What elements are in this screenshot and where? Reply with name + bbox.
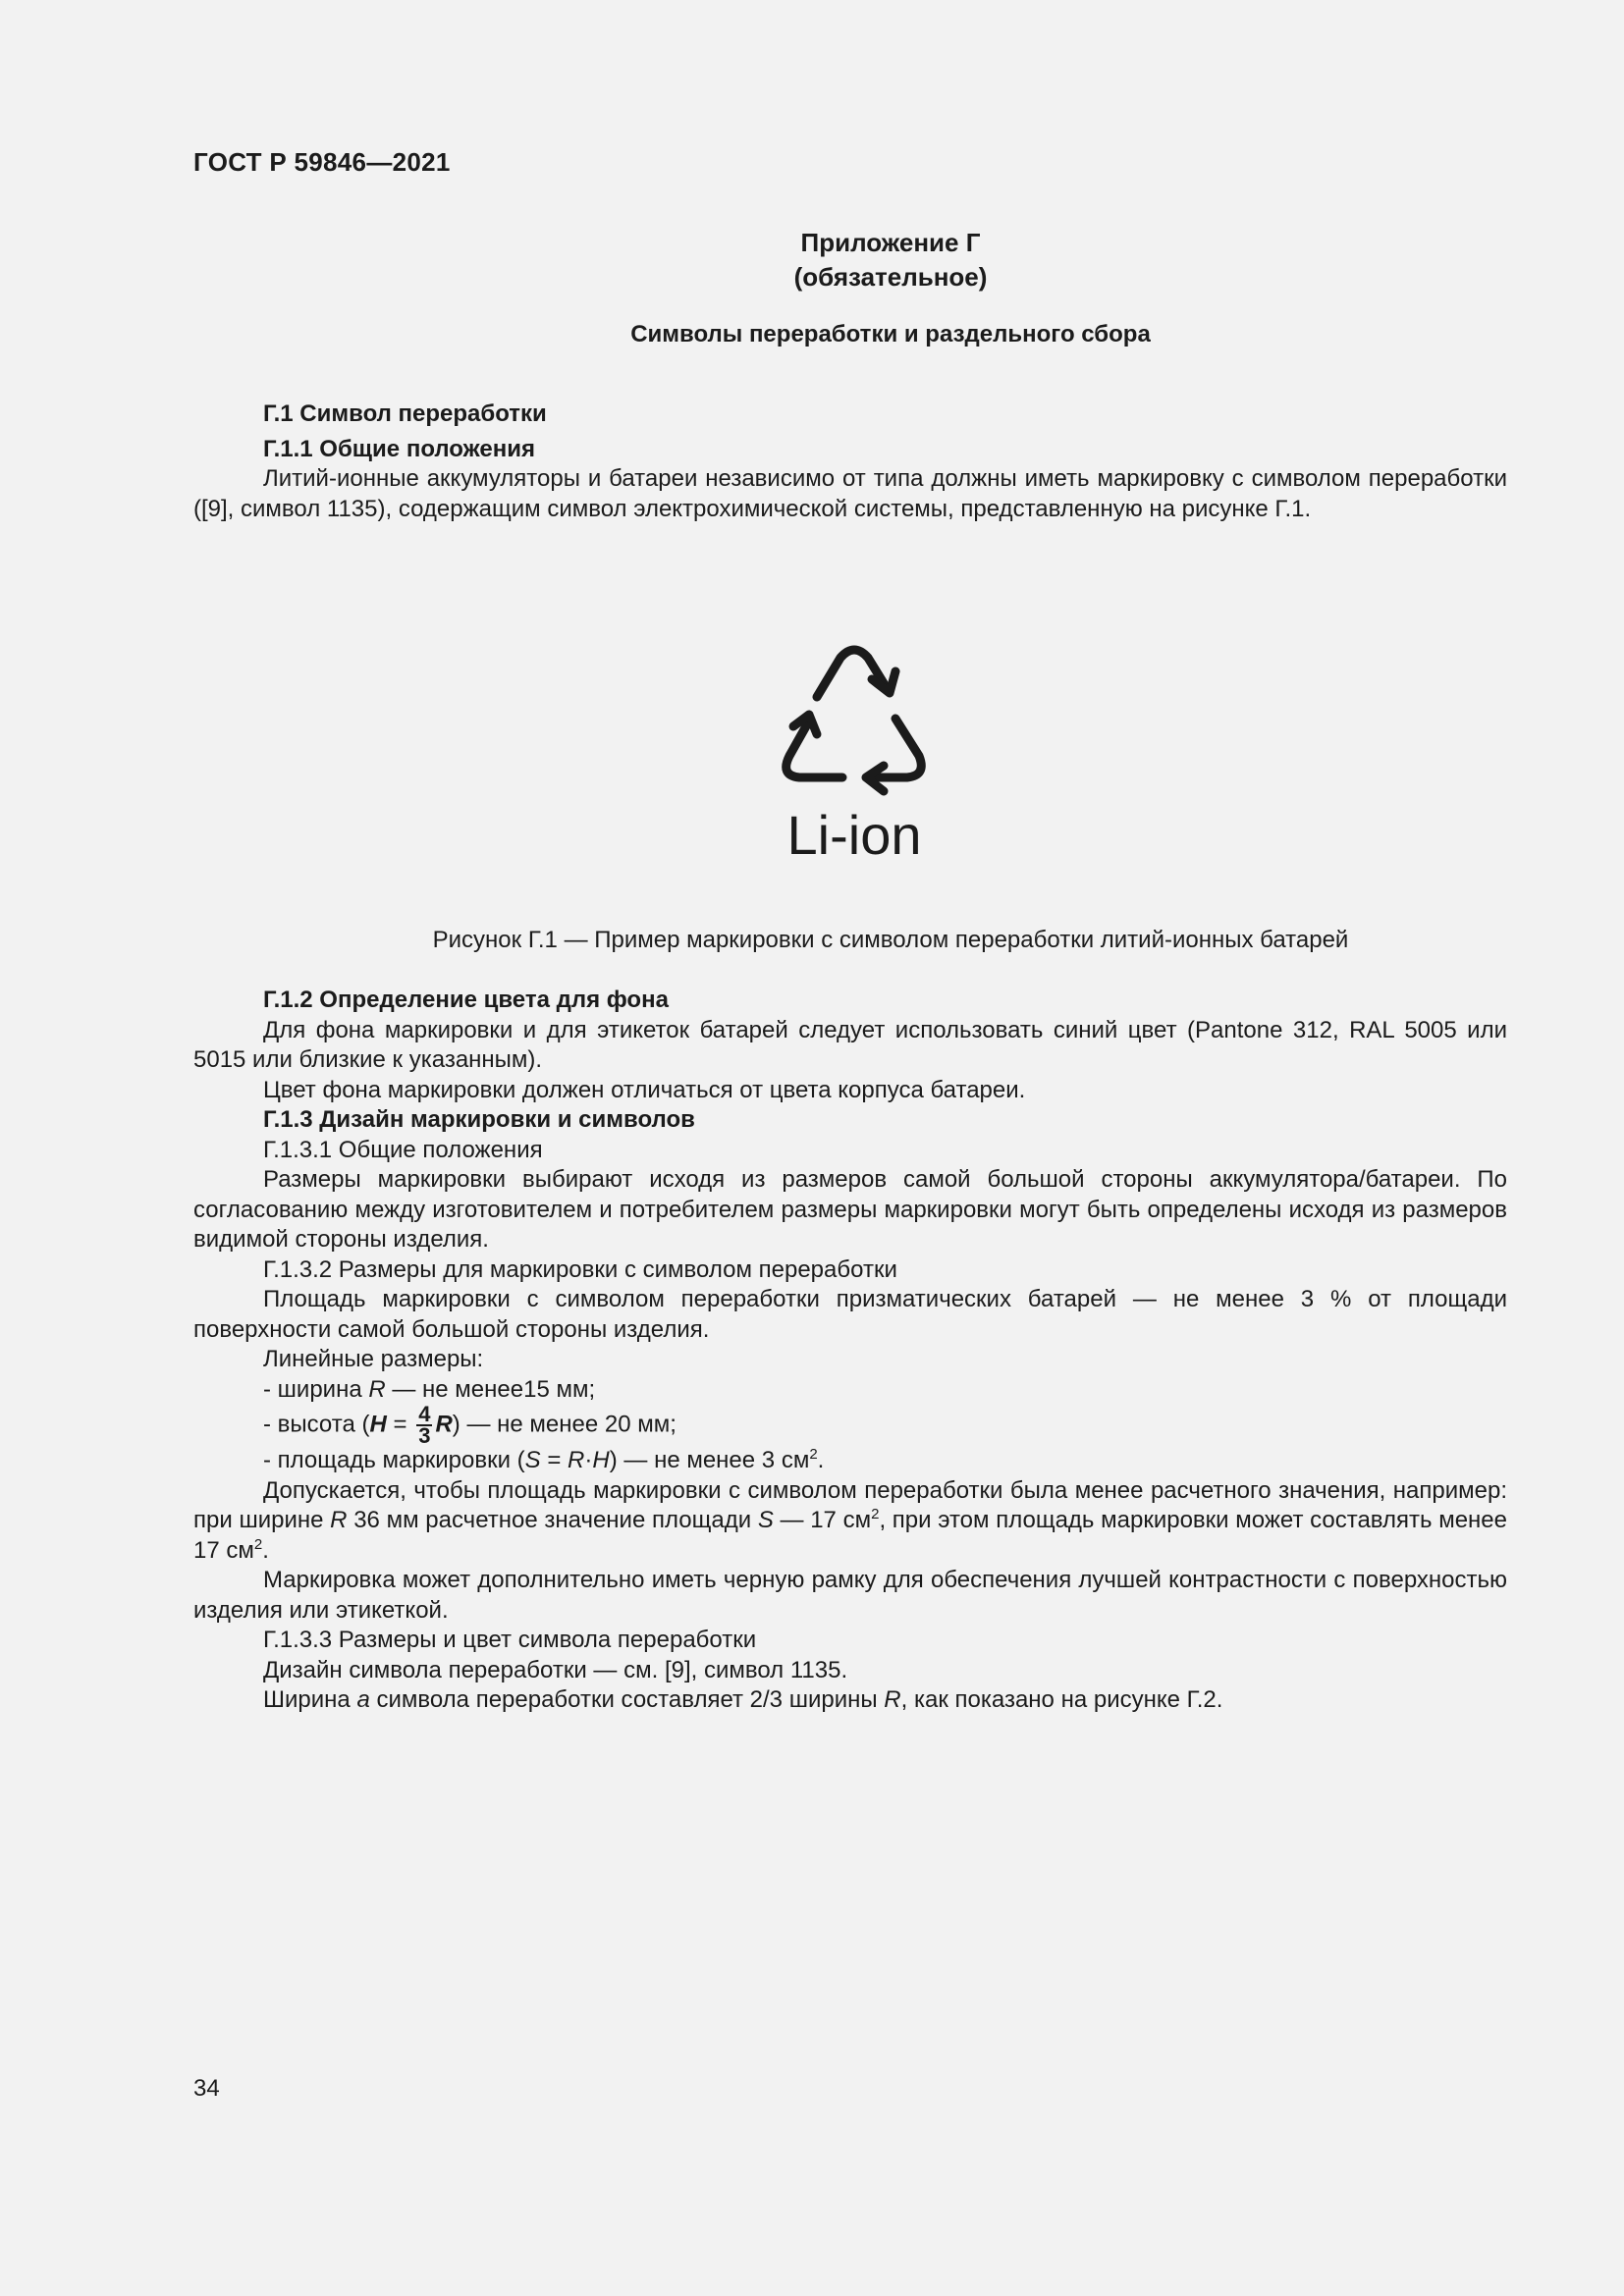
section-g12-title: Г.1.2 Определение цвета для фона xyxy=(263,987,669,1013)
list-width-text: - ширина xyxy=(263,1375,369,1403)
section-g132-title: Г.1.3.2 Размеры для маркировки с символом переработки xyxy=(263,1255,897,1283)
var-s: S xyxy=(524,1447,541,1473)
section-g1-title: Г.1 Символ переработки xyxy=(263,400,547,427)
section-g11-title: Г.1.1 Общие положения xyxy=(263,435,535,462)
section-g12-block xyxy=(193,986,1507,1716)
list-height-text: - высота ( xyxy=(263,1411,370,1438)
section-g133-paragraph-1: Дизайн символа переработки — см. [9], символ 1135. xyxy=(263,1656,848,1683)
text-run: Допускается, чтобы площадь маркировки с символом переработки была менее расчетного значения, например: при ширине xyxy=(193,1476,1507,1533)
equals-sign: = xyxy=(540,1447,568,1473)
fraction-denominator: 3 xyxy=(418,1423,431,1448)
section-g13-title: Г.1.3 Дизайн маркировки и символов xyxy=(263,1106,695,1133)
text-run: . xyxy=(262,1536,269,1564)
section-g11-paragraph: Литий-ионные аккумуляторы и батареи независимо от типа должны иметь маркировку с символом переработки ([9], символ 1135), содержащим символ электрохимической системы, представленную на рисунке Г.1. xyxy=(193,465,1507,522)
var-s: S xyxy=(757,1507,774,1533)
superscript: 2 xyxy=(253,1535,263,1553)
fraction-numerator: 4 xyxy=(418,1402,431,1426)
var-r: R xyxy=(435,1411,453,1438)
equals-sign: = xyxy=(386,1411,414,1438)
list-height-text-end: ) — не менее 20 мм; xyxy=(452,1411,677,1438)
list-item-width xyxy=(193,1375,1507,1406)
fraction-four-thirds xyxy=(416,1402,432,1448)
text-run: Ширина xyxy=(263,1686,357,1713)
appendix-subject: Символы переработки и раздельного сбора xyxy=(630,321,1151,347)
section-g132-paragraph-1: Площадь маркировки с символом переработки призматических батарей — не менее 3 % от площади поверхности самой большой стороны изделия. xyxy=(193,1286,1507,1343)
section-g12-paragraph-1: Для фона маркировки и для этикеток батарей следует использовать синий цвет (Pantone 312, RAL 5005 или 5015 или близкие к указанным). xyxy=(193,1016,1507,1073)
list-item-height xyxy=(193,1402,1507,1448)
multiply-dot: · xyxy=(584,1447,593,1473)
var-a: a xyxy=(356,1686,370,1713)
recycling-triangle-icon xyxy=(746,628,962,874)
text-run: , при этом площадь маркировки может составлять менее 17 см xyxy=(193,1507,1507,1564)
var-h: H xyxy=(369,1411,387,1438)
section-g131-title: Г.1.3.1 Общие положения xyxy=(263,1136,543,1163)
var-r: R xyxy=(884,1686,901,1713)
appendix-heading xyxy=(79,226,1624,294)
section-g133-paragraph-2 xyxy=(193,1685,1507,1716)
section-g132-paragraph-3 xyxy=(193,1476,1507,1567)
appendix-title: Приложение Г xyxy=(800,228,981,257)
appendix-status: (обязательное) xyxy=(793,262,988,292)
section-g1-block xyxy=(193,400,1507,524)
var-r: R xyxy=(368,1375,386,1403)
period: . xyxy=(817,1447,825,1473)
figure-caption: Рисунок Г.1 — Пример маркировки с символом переработки литий-ионных батарей xyxy=(432,927,1349,953)
text-run: — 17 см xyxy=(773,1507,872,1533)
linear-dimensions-label: Линейные размеры: xyxy=(263,1346,484,1372)
section-g12-paragraph-2: Цвет фона маркировки должен отличаться от цвета корпуса батареи. xyxy=(263,1076,1026,1103)
superscript: 2 xyxy=(809,1446,818,1463)
figure-recycling-mark xyxy=(746,628,962,874)
section-g133-title: Г.1.3.3 Размеры и цвет символа переработки xyxy=(263,1627,757,1653)
list-width-text-end: — не менее15 мм; xyxy=(385,1375,596,1403)
var-r: R xyxy=(568,1447,585,1473)
section-g131-paragraph: Размеры маркировки выбирают исходя из размеров самой большой стороны аккумулятора/батареи. По согласованию между изготовителем и потребителем размеры маркировки могут быть определены исходя из размеров видимой стороны изделия. xyxy=(193,1166,1507,1253)
var-h: H xyxy=(592,1447,610,1473)
list-item-area xyxy=(193,1446,1507,1476)
superscript: 2 xyxy=(871,1506,880,1522)
battery-chemistry-label: Li-ion xyxy=(786,804,922,866)
var-r: R xyxy=(330,1507,348,1533)
text-run: 36 мм расчетное значение площади xyxy=(347,1507,758,1533)
section-g132-paragraph-4: Маркировка может дополнительно иметь черную рамку для обеспечения лучшей контрастности с поверхностью изделия или этикеткой. xyxy=(193,1567,1507,1624)
text-run: символа переработки составляет 2/3 ширины xyxy=(369,1686,885,1713)
list-area-text: - площадь маркировки ( xyxy=(263,1447,525,1473)
document-code-header: ГОСТ Р 59846—2021 xyxy=(193,147,451,177)
list-area-text-end: ) — не менее 3 см xyxy=(609,1447,810,1473)
text-run: , как показано на рисунке Г.2. xyxy=(900,1686,1223,1713)
page-number: 34 xyxy=(193,2075,220,2102)
